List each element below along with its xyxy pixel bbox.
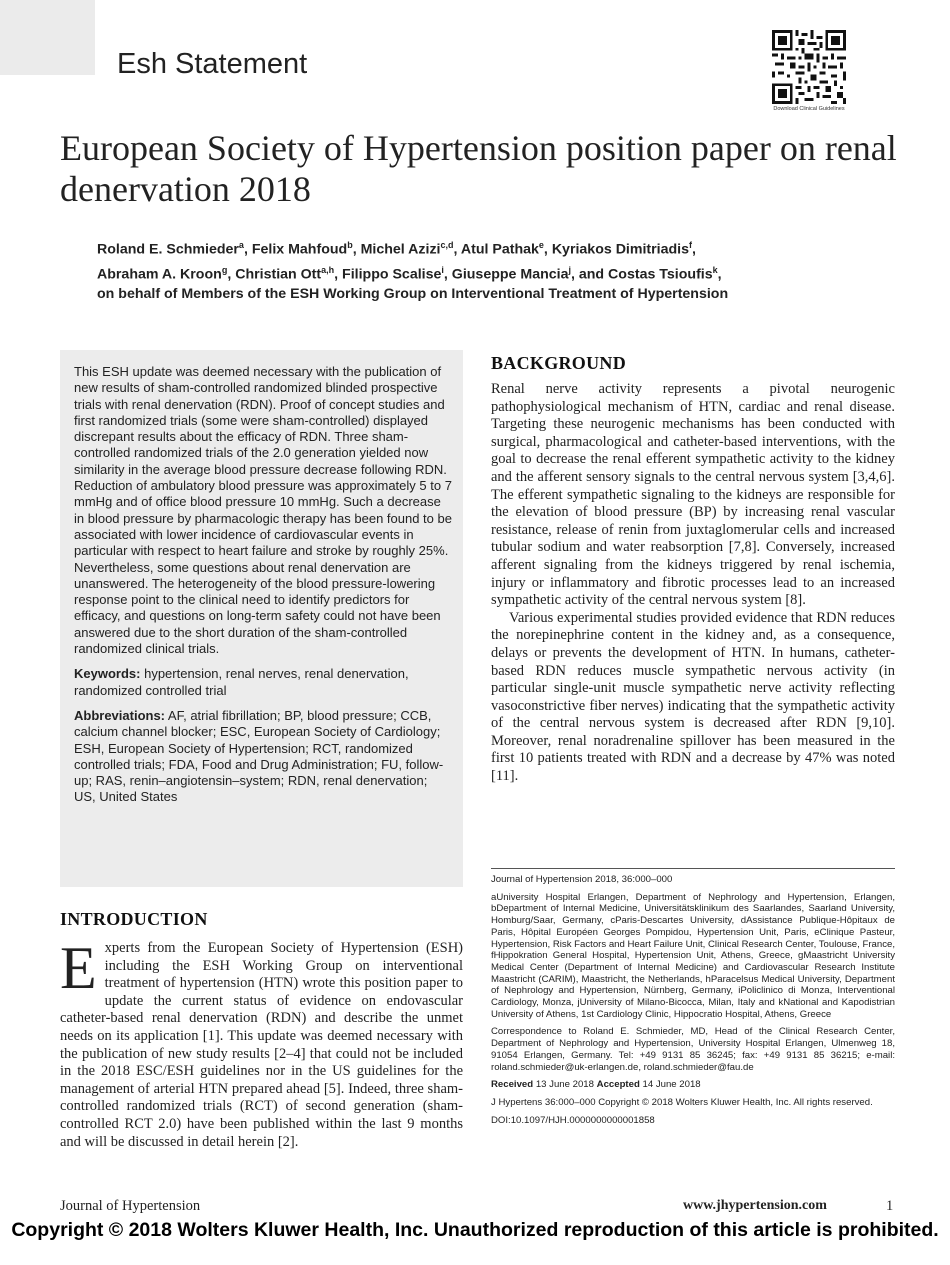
received-label: Received (491, 1079, 534, 1091)
introduction-body (60, 935, 463, 1151)
keywords-label: Keywords: (74, 666, 141, 682)
author-name: Atul Pathak (460, 241, 539, 258)
footnote-divider (491, 868, 895, 869)
background-paragraph-1: Renal nerve activity represents a pivotal neurogenic pathophysiological mechanism of HTN, cardiac and renal disease. Targeting these neurogenic mechanisms has been conducted with surgical, pharmacological and catheter-based interventions, with the goal to decrease the renal efferent sympathetic activity to the kidney and the afferent sensory signals to the central nervous system [3,4,6]. The efferent sympathetic signaling to the kidneys are responsible for the elevation of blood pressure (BP) by increasing renal vascular resistance, release of renin from juxtaglomerular cells and increased tubular sodium and water reabsorption [7,8]. Conversely, increased afferent signaling from the kidneys triggered by renal ischemia, injury or inflammatory and fibrotic processes lead to an increased sympathetic activity of the central nervous system [8]. (491, 381, 895, 609)
author-line: Abraham A. Kroon$^g$, Christian Ott$^{a,h}$, Filippo Scalise$^i$, Giuseppe Mancia$^j$, and Costas Tsioufis$^k$, (97, 264, 722, 283)
author-name: and Costas Tsioufis (578, 266, 713, 283)
received-accepted (491, 1079, 895, 1091)
author-name: Filippo Scalise (342, 266, 442, 283)
page-number: 1 (886, 1198, 894, 1214)
copyright-banner: Copyright © 2018 Wolters Kluwer Health, Inc. Unauthorized reproduction of this article is prohibited. (11, 1219, 939, 1241)
header-corner-block (0, 0, 95, 75)
affiliations: aUniversity Hospital Erlangen, Department of Nephrology and Hypertension, Erlangen, bDepartment of Internal Medicine, Universitätsklinikum des Saarlandes, Saarland University, Homburg/Saar, Germany, cParis-Descartes University, dAssistance Publique-Hôpitaux de Paris, Hôpital Européen Georges Pompidou, Hypertension Unit, Paris, eClinique Pasteur, Hypertension, Risk Factors and Heart Failure Unit, Clinical Research Center, Toulouse, France, fHippokration General Hospital, Hypertension Unit, Athens, Greece, gMaastricht University Medical Center (Department of Internal Medicine) and Cardiovascular Research Institute Maastricht (CARIM), Maastricht, the Netherlands, hParacelsus Medical University, Department of Nephrology and Hypertension, Nürnberg, Germany, iPoliclinico di Monza, Interventional Cardiology, Monza, jUniversity of Milano-Bicocca, Milan, Italy and kNational and Kapodistrian University of Athens, 1st Cardiology Clinic, Hippocratio Hospital, Athens, Greece (491, 891, 895, 1020)
author-list (97, 235, 897, 304)
abstract (74, 364, 452, 815)
author-affiliation-mark: a,h (321, 264, 335, 275)
article-title: European Society of Hypertension position paper on renal denervation 2018 (60, 128, 897, 209)
author-affiliation-mark: j (568, 264, 571, 275)
author-affiliation-mark: a (238, 240, 244, 250)
introduction-heading: INTRODUCTION (60, 909, 208, 929)
keywords-text: hypertension, renal nerves, renal denervation, randomized controlled trial (74, 666, 409, 698)
author-affiliation-mark: e (538, 240, 544, 250)
doi-link[interactable]: DOI:10.1097/HJH.0000000000001858 (491, 1114, 655, 1126)
author-name: Roland E. Schmieder (97, 241, 239, 258)
author-affiliation-mark: f (689, 240, 693, 250)
author-affiliation-mark: k (712, 264, 718, 275)
footer-journal-url[interactable]: www.jhypertension.com (683, 1198, 827, 1213)
author-name: Kyriakos Dimitriadis (551, 241, 690, 258)
abbreviations (74, 708, 452, 806)
abbreviations-text: AF, atrial fibrillation; BP, blood pressure; CCB, calcium channel blocker; ESC, European Society of Cardiology; ESH, European Society of Hypertension; RCT, randomized controlled trials; FDA, Food and Drug Administration; FU, follow-up; RAS, renin–angiotensin–system; RDN, renal denervation; US, United States (74, 707, 444, 805)
author-affiliation-mark: c,d (440, 240, 454, 250)
abbreviations-label: Abbreviations: (74, 707, 166, 723)
footer-journal-name: Journal of Hypertension (60, 1198, 201, 1214)
introduction-text: xperts from the European Society of Hypertension (ESH) including the ESH Working Group on interventional treatment of hypertension (HTN) wrote this position paper to update the current status of evidence on endovascular catheter-based renal denervation (RDN) and describe the unmet needs on its application [1]. This update was deemed necessary with the publication of new study results [2–4] that could not be included in the 2018 ESC/ESH guidelines nor in the US guidelines for the management of arterial HTN prepared ahead [5]. Indeed, three sham-controlled randomized trials (RCT) of second generation (sham-controlled RCT 2.0) have been published within the last 9 months and will be discussed in detail herein [2]. (60, 940, 463, 1150)
qr-code-icon[interactable] (772, 30, 846, 104)
accepted-date: 14 June 2018 (642, 1079, 701, 1091)
author-name: Abraham A. Kroon (97, 266, 222, 283)
author-affiliation-mark: b (347, 240, 353, 250)
correspondence: Correspondence to Roland E. Schmieder, MD, Head of the Clinical Research Center, Department of Nephrology and Hypertension, University Hospital Erlangen, Ulmenweg 18, 91054 Erlangen, Germany. Tel: +49 9131 85 36245; fax: +49 9131 85 36215; e-mail: roland.schmieder@uk-erlangen.de, roland.schmieder@fau.de (491, 1026, 895, 1073)
section-label: Esh Statement (117, 48, 308, 80)
author-group-line: on behalf of Members of the ESH Working Group on Interventional Treatment of Hypertension (97, 286, 729, 303)
qr-caption: Download Clinical Guidelines (773, 106, 845, 112)
drop-cap: E (60, 935, 97, 1001)
background-paragraph-2: Various experimental studies provided evidence that RDN reduces the norepinephrine content in the kidney and, as a consequence, delays or prevents the development of HTN. In humans, catheter-based RDN reduces muscle sympathetic nervous activity (in particular single-unit muscle sympathetic nerve activity reflecting vasoconstrictive fiber nerves) indicating that the sympathetic activity of the central nervous system is decreased after RDN [9,10]. Moreover, renal noradrenaline spillover has been measured in the first 10 patients treated with RDN and a decrease by 47% was noted [11]. (491, 609, 895, 785)
background-body (491, 381, 895, 786)
author-name: Christian Ott (235, 266, 322, 283)
footnotes (491, 874, 895, 1132)
author-name: Felix Mahfoud (251, 241, 348, 258)
accepted-label: Accepted (596, 1079, 640, 1091)
journal-info: Journal of Hypertension 2018, 36:000–000 (491, 874, 673, 885)
abstract-text: This ESH update was deemed necessary with the publication of new results of sham-controlled randomized blinded prospective trials with renal denervation (RDN). Proof of concept studies and first randomized trials (some were sham-controlled) displayed discrepant results about the efficacy of RDN. Three sham-controlled randomized trials of the 2.0 generation yielded now similarity in the average blood pressure decrease following RDN. Reduction of ambulatory blood pressure was approximately 5 to 7 mmHg and of office blood pressure 10 mmHg. Such a decrease in blood pressure by pharmacologic therapy has been found to be associated with lower incidence of cardiovascular events in particular with respect to heart failure and stroke by roughly 25%. Nevertheless, some questions about renal denervation are unanswered. The heterogeneity of the blood pressure-lowering response point to the clinical need to identify predictors for efficacy, and questions on long-term safety could not have been answered due to the short duration of the sham-controlled randomized clinical trials. (74, 364, 452, 657)
author-affiliation-mark: i (441, 264, 444, 275)
author-affiliation-mark: g (221, 264, 228, 275)
background-heading: BACKGROUND (491, 353, 627, 373)
received-date: 13 June 2018 (535, 1079, 594, 1091)
author-line: Roland E. Schmieder$^a$, Felix Mahfoud$^b$, Michel Azizi$^{c,d}$, Atul Pathak$^e$, Kyriakos Dimitriadis$^f$, (97, 240, 696, 258)
keywords (74, 666, 452, 699)
copyright-notice: J Hypertens 36:000–000 Copyright © 2018 Wolters Kluwer Health, Inc. All rights reserved. (491, 1096, 873, 1108)
author-name: Michel Azizi (360, 241, 441, 258)
author-name: Giuseppe Mancia (451, 266, 569, 283)
